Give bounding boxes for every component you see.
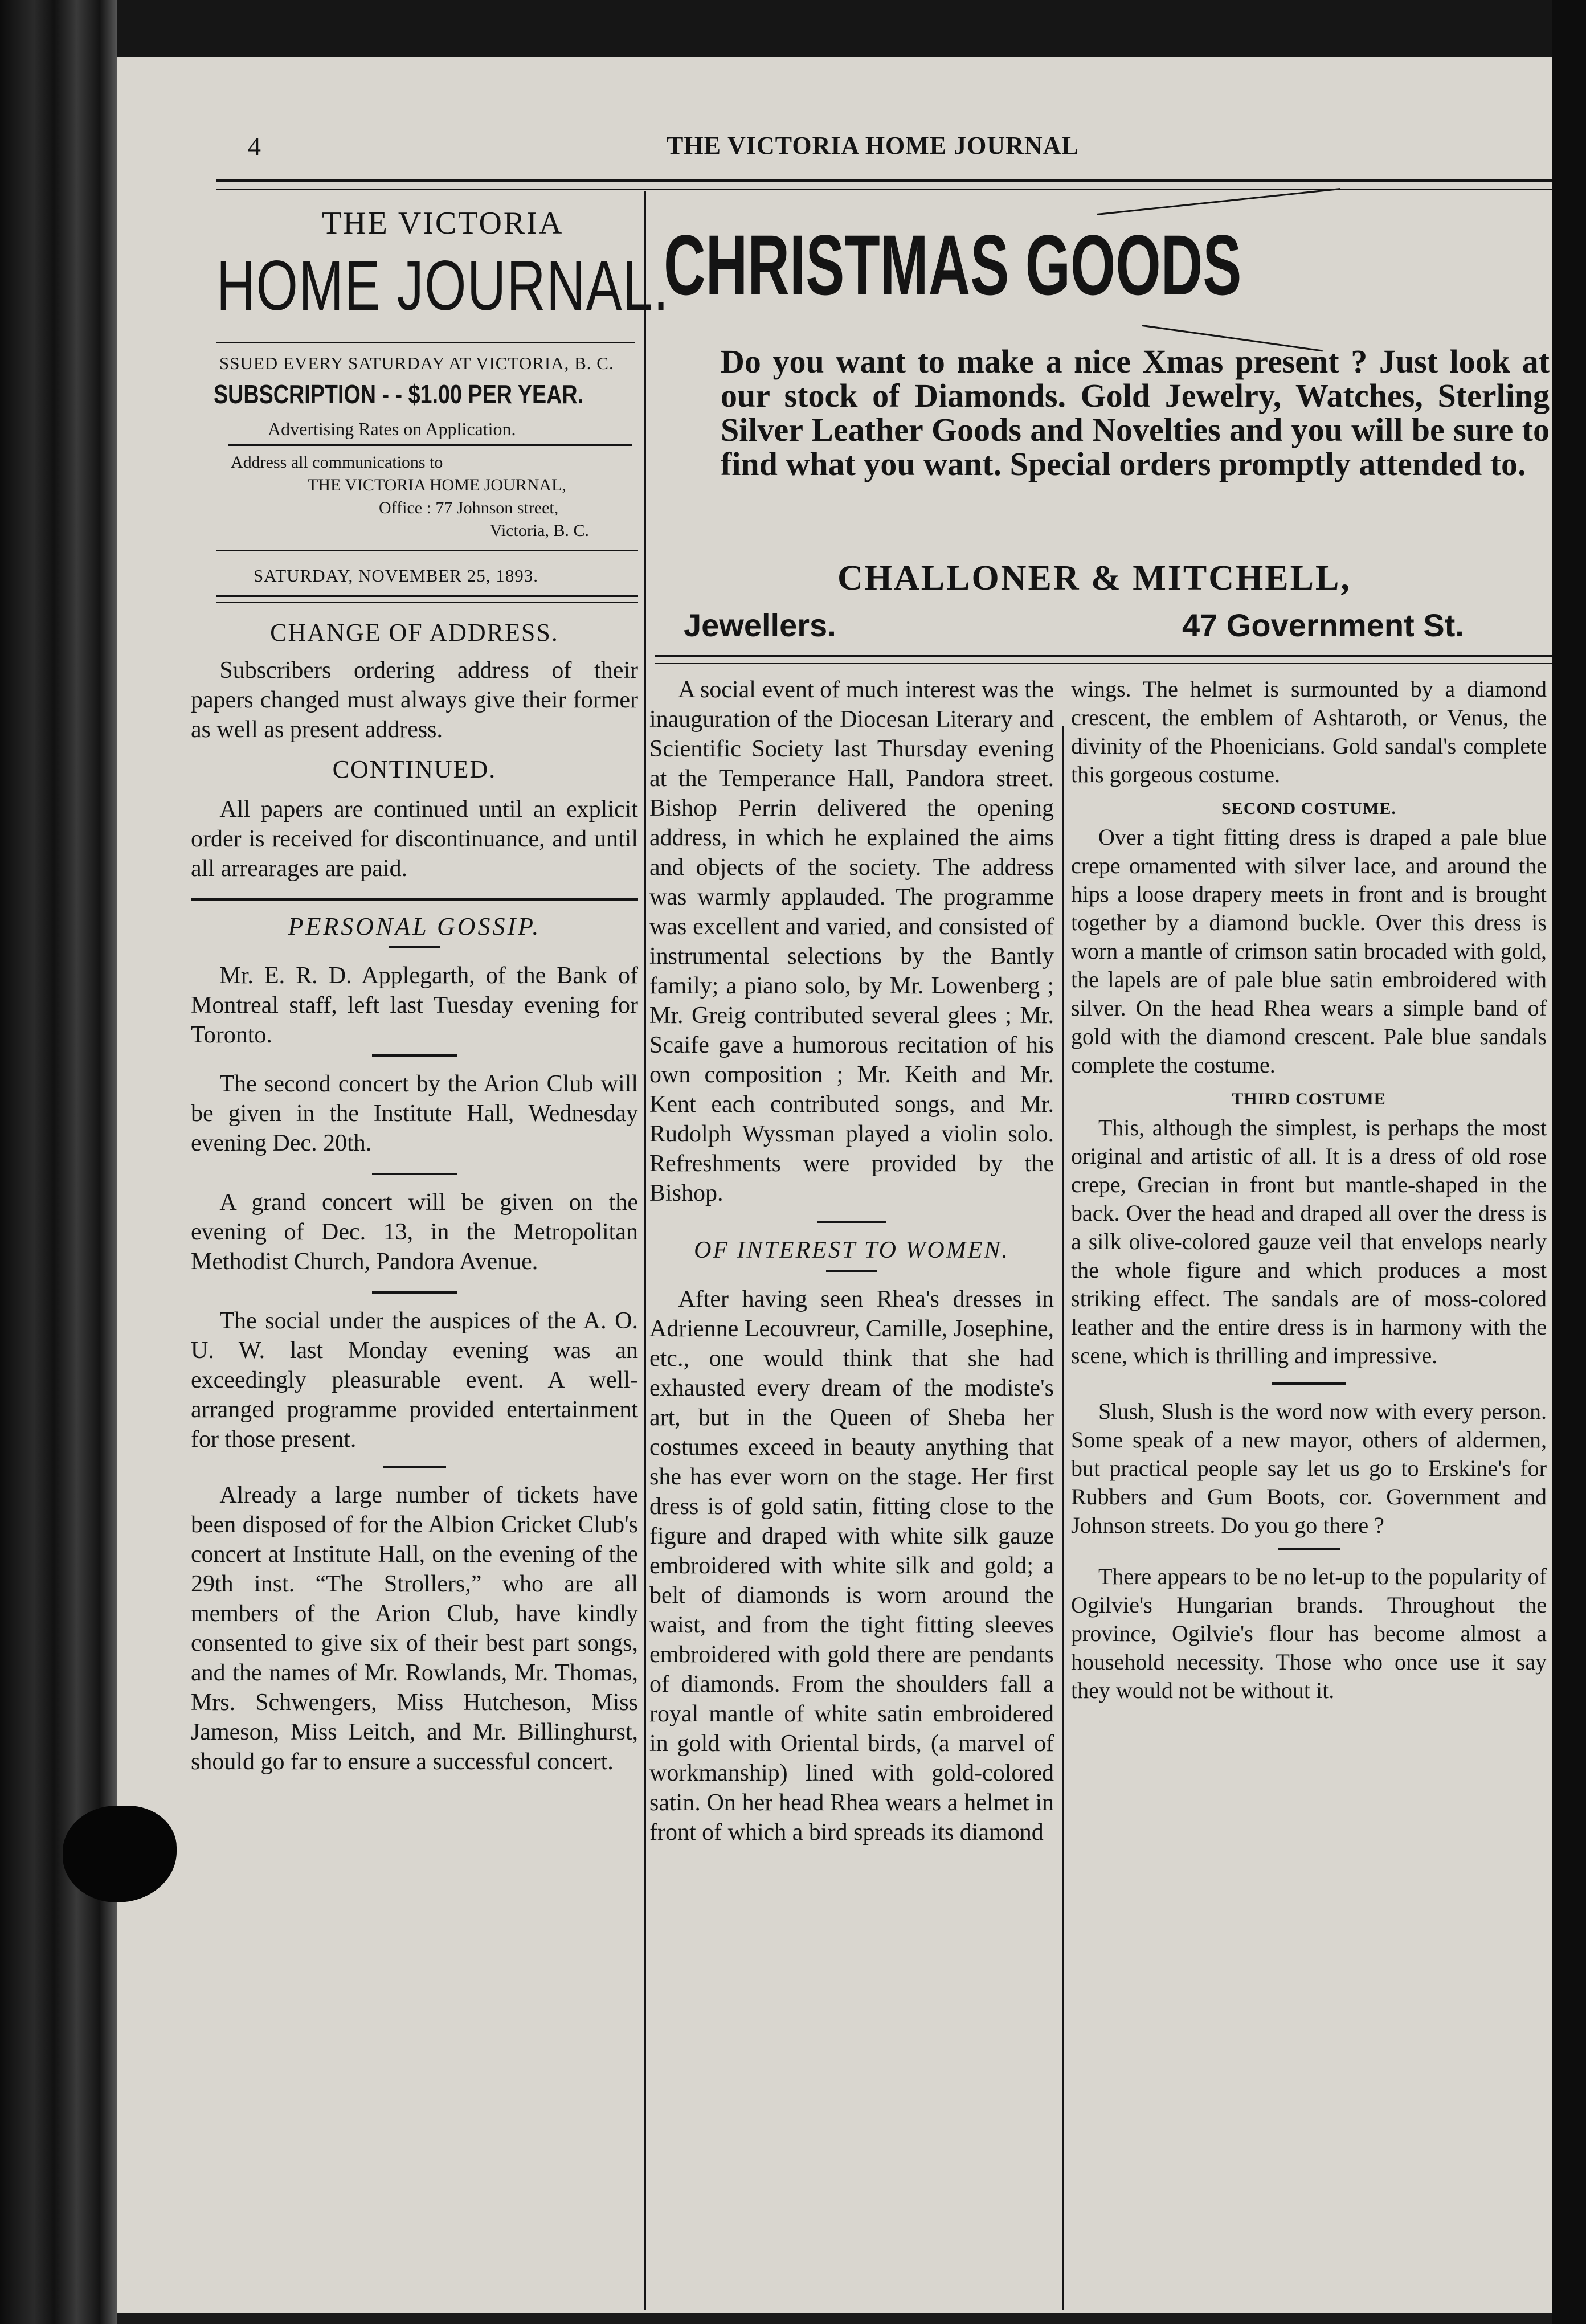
divider bbox=[383, 1466, 446, 1468]
scan-right-edge bbox=[1552, 0, 1586, 2324]
divider bbox=[1278, 1548, 1340, 1550]
gossip-item-1: Mr. E. R. D. Applegarth, of the Bank of Montreal staff, left last Tuesday evening for Toronto. bbox=[191, 963, 638, 1048]
ad-title: CHRISTMAS GOODS bbox=[664, 217, 1242, 313]
masthead-title: HOME JOURNAL. bbox=[216, 247, 669, 325]
gossip-item-3: A grand concert will be given on the evening of Dec. 13, in the Metropolitan Methodist Church, Pandora Avenue. bbox=[191, 1189, 638, 1275]
top-rule bbox=[216, 179, 1552, 182]
change-of-address-text: Subscribers ordering address of their papers changed must always give their former as well as present address. bbox=[191, 657, 638, 743]
ad-body: Do you want to make a nice Xmas present ? Just look at our stock of Diamonds. Gold Jewelry, Watches, Sterling Silver Leather Goods and Novelties and you will be sure to find what you want. Special orders promptly attended to. bbox=[721, 343, 1550, 482]
ad-rule-bottom-thin bbox=[655, 663, 1552, 664]
column-1 bbox=[191, 618, 638, 1777]
ogilvie-text: There appears to be no let-up to the popularity of Ogilvie's Hungarian brands. Throughout the province, Ogilvie's flour has become almost a household necessity. Those who once use it say they would not be without it. bbox=[1071, 1564, 1547, 1703]
gossip-item-5: Already a large number of tickets have been disposed of for the Albion Cricket Club's concert at Institute Hall, on the evening of the 29th inst. “The Strollers,” who are all members of the Arion Club, have kindly consented to give six of their best part songs, and the names of Mr. Rowlands, Mr. Thomas, Mrs. Schwengers, Miss Hutcheson, Miss Jameson, Miss Leitch, and Mr. Billinghurst, should go far to ensure a successful concert. bbox=[191, 1482, 638, 1775]
top-rule-thin bbox=[216, 189, 1552, 190]
gossip-item-4: The social under the auspices of the A. O. U. W. last Monday evening was an exceedingly pleasurable event. A well-arranged programme provided entertainment for those present. bbox=[191, 1308, 638, 1452]
divider bbox=[389, 946, 440, 948]
social-event-text: A social event of much interest was the inauguration of the Diocesan Literary and Scientific Society last Thursday evening at the Temperance Hall, Pandora street. Bishop Perrin delivered the opening address, in which he explained the aims and objects of the society. The address was warmly applauded. The programme was excellent and varied, and consisted of instrumental selections by the Bantly family; a piano solo, by Mr. Lowenberg ; Mr. Greig contributed several glees ; Mr. Scaife gave a humorous recitation of his own composition ; Mr. Keith and Mr. Kent each contributed songs, and Mr. Rudolph Wyssman played a violin solo. Refreshments were provided by the Bishop. bbox=[649, 677, 1054, 1206]
ad-trade: Jewellers. bbox=[684, 607, 836, 643]
third-costume-text: This, although the simplest, is perhaps the most original and artistic of all. It is a dress of old rose crepe, Grecian in front but mantle-shaped in the back. Over the head and draped all over the dress is a silk olive-colored gauze veil that envelops nearly the whole figure and which produces a most striking effect. The sandals are of moss-colored leather and the entire dress is in harmony with the scene, which is thrilling and impressive. bbox=[1071, 1115, 1547, 1368]
section-rule bbox=[191, 898, 638, 901]
address-line-1: Address all communications to bbox=[231, 453, 443, 472]
divider bbox=[372, 1173, 457, 1175]
personal-gossip-heading: PERSONAL GOSSIP. bbox=[288, 913, 541, 940]
date-rule-bottom-thin bbox=[216, 602, 638, 603]
slush-text: Slush, Slush is the word now with every person. Some speak of a new mayor, others of aldermen, but practical people say let us go to Erskine's for Rubbers and Gum Boots, cor. Government and Johnson streets. Do you go there ? bbox=[1071, 1398, 1547, 1538]
binding-edge bbox=[0, 0, 117, 2324]
continued-heading: CONTINUED. bbox=[332, 755, 497, 783]
column-rule-2 bbox=[1062, 726, 1064, 2310]
date-rule-bottom bbox=[216, 595, 638, 597]
divider bbox=[1272, 1382, 1346, 1385]
second-costume-text: Over a tight fitting dress is draped a pale blue crepe ornamented with silver lace, and around the hips a loose drapery meets in front and is brought together by a diamond buckle. Over this dress is worn a mantle of crimson satin brocaded with gold, the lapels are of pale blue satin embroidered with silver. On the head Rhea wears a simple band of gold with the diamond crescent. Pale blue sandals complete the costume. bbox=[1071, 824, 1547, 1078]
newspaper-page bbox=[117, 57, 1552, 2313]
date-rule-top bbox=[216, 550, 638, 551]
masthead-small: THE VICTORIA bbox=[322, 206, 564, 241]
divider bbox=[372, 1054, 457, 1057]
running-head: THE VICTORIA HOME JOURNAL bbox=[667, 132, 1079, 159]
ad-flourish-top bbox=[1097, 188, 1340, 215]
column-3 bbox=[1071, 675, 1547, 1705]
issue-date: SATURDAY, NOVEMBER 25, 1893. bbox=[254, 566, 538, 586]
address-line-2: THE VICTORIA HOME JOURNAL, bbox=[308, 476, 566, 494]
ad-address: 47 Government St. bbox=[1182, 607, 1464, 643]
address-rule bbox=[228, 444, 632, 446]
advertising-rates: Advertising Rates on Application. bbox=[268, 419, 516, 439]
column-2 bbox=[649, 675, 1054, 1847]
address-line-3: Office : 77 Johnson street, bbox=[379, 498, 559, 517]
first-costume-continuation: wings. The helmet is surmounted by a diamond crescent, the emblem of Ashtaroth, or Venus, the divinity of the Phoenicians. Gold sandal's complete this gorgeous costume. bbox=[1071, 676, 1547, 787]
column-rule-1 bbox=[644, 191, 646, 2310]
continued-text: All papers are continued until an explicit order is received for discontinuance, and until all arrearages are paid. bbox=[191, 796, 638, 882]
scan-top-edge bbox=[117, 0, 1586, 57]
page-number: 4 bbox=[248, 132, 261, 161]
issued-line: SSUED EVERY SATURDAY AT VICTORIA, B. C. bbox=[219, 353, 614, 373]
divider bbox=[817, 1221, 886, 1223]
subscription-line: SUBSCRIPTION - - $1.00 PER YEAR. bbox=[214, 379, 584, 409]
divider bbox=[826, 1270, 877, 1272]
second-costume-heading: SECOND COSTUME. bbox=[1221, 799, 1396, 818]
address-line-4: Victoria, B. C. bbox=[490, 521, 590, 540]
third-costume-heading: THIRD COSTUME bbox=[1232, 1090, 1386, 1108]
masthead-rule bbox=[216, 342, 635, 343]
divider bbox=[372, 1291, 457, 1294]
interest-to-women-heading: OF INTEREST TO WOMEN. bbox=[694, 1237, 1009, 1263]
ad-firm: CHALLONER & MITCHELL, bbox=[837, 559, 1351, 598]
gossip-item-2: The second concert by the Arion Club will be given in the Institute Hall, Wednesday evening Dec. 20th. bbox=[191, 1071, 638, 1156]
ad-rule-bottom bbox=[655, 655, 1552, 657]
change-of-address-heading: CHANGE OF ADDRESS. bbox=[270, 619, 559, 647]
interest-to-women-text: After having seen Rhea's dresses in Adrienne Lecouvreur, Camille, Josephine, etc., one would think that she had exhausted every dream of the modiste's art, but in the Queen of Sheba her costumes exceed in beauty anything that she has ever worn on the stage. Her first dress is of gold satin, fitting close to the figure and draped with white silk gauze embroidered with white silk and gold; a belt of diamonds is worn around the waist, and from the tight fitting sleeves embroidered with gold there are pendants of diamonds. From the shoulders fall a royal mantle of white satin embroidered in gold with Oriental birds, (a marvel of workmanship) lined with gold-colored satin. On her head Rhea wears a helmet in front of which a bird spreads its diamond bbox=[649, 1286, 1054, 1846]
